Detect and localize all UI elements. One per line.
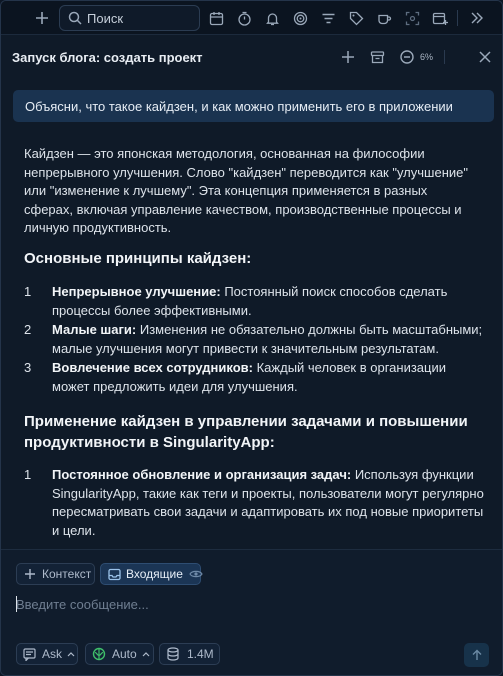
list-number: 3 — [24, 360, 32, 375]
mode-label: Ask — [42, 647, 63, 661]
chat-icon — [23, 648, 36, 661]
list-item-text: Каждый человек в организации может предложить идеи для улучшения. — [52, 360, 447, 394]
calendar-icon[interactable] — [206, 8, 226, 28]
target-icon[interactable] — [290, 8, 310, 28]
mode-selector[interactable] — [16, 643, 78, 665]
plus-icon[interactable] — [32, 8, 52, 28]
plus-icon — [24, 568, 36, 580]
search-input[interactable] — [59, 5, 200, 31]
chevron-up-icon — [142, 651, 150, 657]
user-message-text: Объясни, что такое кайдзен, и как можно применить его в приложении — [25, 99, 453, 114]
search-icon — [68, 11, 82, 25]
search-label: Поиск — [87, 11, 124, 26]
close-icon[interactable] — [475, 47, 495, 67]
eye-icon[interactable] — [189, 569, 203, 579]
user-message — [13, 90, 494, 122]
archive-icon[interactable] — [367, 47, 387, 67]
message-composer — [1, 549, 503, 676]
list-number: 2 — [24, 322, 32, 337]
list-item-title: Постоянное обновление и организация задач: — [52, 467, 352, 482]
message-input[interactable]: Введите сообщение... — [16, 597, 149, 612]
filter-icon[interactable] — [318, 8, 338, 28]
inbox-label: Входящие — [126, 567, 183, 581]
arrow-up-icon — [471, 649, 483, 661]
model-label: Auto — [112, 647, 137, 661]
token-usage — [159, 643, 220, 665]
list-item-title: Непрерывное улучшение: — [52, 284, 221, 299]
progress-ring-icon — [397, 47, 417, 67]
timer-icon[interactable] — [234, 8, 254, 28]
context-label: Контекст — [42, 567, 92, 581]
header-divider — [444, 50, 445, 64]
send-button[interactable] — [464, 643, 489, 667]
database-icon — [167, 647, 179, 661]
chat-header — [1, 35, 503, 79]
model-selector[interactable] — [85, 643, 154, 665]
focus-icon[interactable] — [402, 8, 422, 28]
toolbar-divider — [457, 10, 458, 26]
list-item-text: Постоянный поиск способов сделать процессы более эффективными. — [52, 284, 448, 318]
chat-messages — [1, 79, 503, 549]
new-chat-icon[interactable] — [338, 47, 358, 67]
section-heading-application: Применение кайдзен в управлении задачами и повышении продуктивности в SingularityApp: — [24, 413, 468, 451]
chat-title: Запуск блога: создать проект — [12, 50, 203, 65]
top-toolbar — [1, 1, 503, 35]
progress-percent: 6% — [420, 52, 434, 62]
list-number: 1 — [24, 467, 32, 482]
bell-icon[interactable] — [262, 8, 282, 28]
inbox-chip[interactable] — [100, 563, 201, 585]
chevron-up-icon — [67, 651, 75, 657]
assistant-intro: Кайдзен — это японская методология, основанная на философии непрерывного улучшения. Слово "кайдзен" переводится как "улучшение" или "изменение к лучшему". Эта концепция применяется в разных сферах, включая управление качеством, производственные процессы и личную продуктивность. — [24, 146, 468, 236]
add-window-icon[interactable] — [430, 8, 450, 28]
tag-icon[interactable] — [346, 8, 366, 28]
brain-icon — [92, 647, 106, 661]
list-item-title: Малые шаги: — [52, 322, 137, 337]
inbox-icon — [108, 568, 121, 581]
list-number: 1 — [24, 284, 32, 299]
token-count: 1.4M — [187, 647, 214, 661]
list-item-text: Используя функции SingularityApp, такие как теги и проекты, пользователи могут регулярно пересматривать свои задачи и адаптировать их под новые приоритеты и цели. — [52, 467, 484, 538]
collapse-icon[interactable] — [467, 8, 487, 28]
coffee-icon[interactable] — [374, 8, 394, 28]
list-item-title: Вовлечение всех сотрудников: — [52, 360, 253, 375]
list-item-text: Изменения не обязательно должны быть масштабными; малые улучшения могут привести к значительным результатам. — [52, 322, 483, 356]
section-heading-principles: Основные принципы кайдзен: — [24, 250, 252, 267]
context-button[interactable] — [16, 563, 95, 585]
